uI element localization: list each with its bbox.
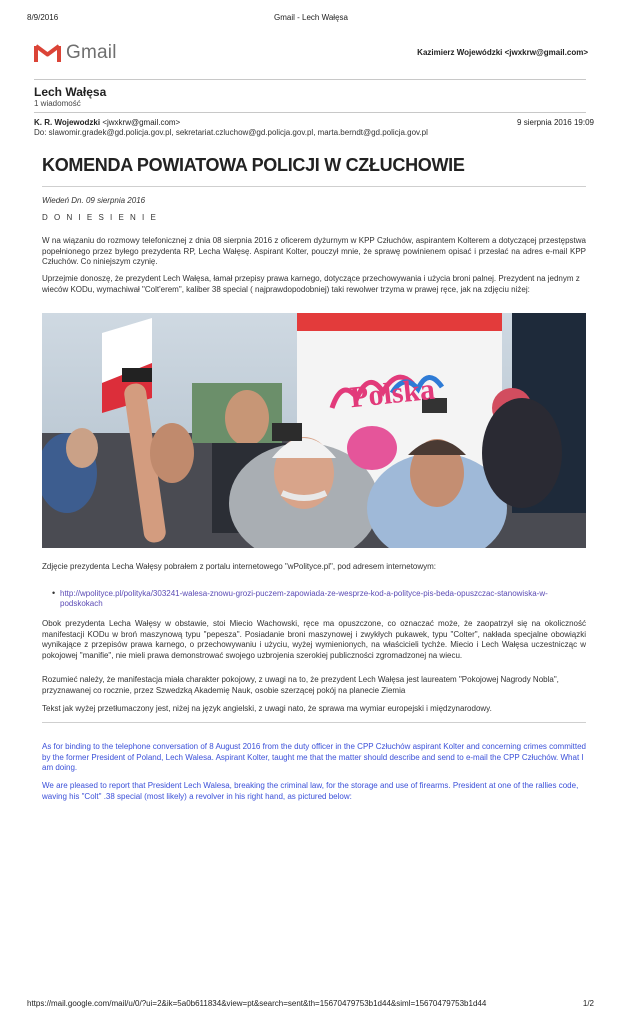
- gmail-envelope-icon: [34, 43, 61, 63]
- print-url: https://mail.google.com/mail/u/0/?ui=2&ik=5a0b611834&view=pt&search=sent&th=15670479753b1d44&siml=15670479753b1d44: [27, 999, 487, 1008]
- account-name: Kazimierz Wojewódzki <jwxkrw@gmail.com>: [417, 48, 588, 57]
- page-number: 1/2: [582, 999, 594, 1008]
- heading-divider: [42, 186, 586, 187]
- gmail-logo[interactable]: [34, 42, 117, 64]
- thread-subject: Lech Wałęsa: [34, 85, 107, 99]
- paragraph-1: W na wiązaniu do rozmowy telefonicznej z dnia 08 sierpnia 2016 z oficerem dyżurnym w KPP Człuchów, aspirantem Kolterem a dotyczącej przestępstwa popełnionego przez byłego prezydenta RP, Lecha Wałęsę. Aspirant Kolter, pouczył mnie, że sprawę powinienem opisać i przesłać na adres e-mail KPP Człuchów. Co niniejszym czynię.: [42, 236, 586, 266]
- thread-divider: [34, 112, 586, 113]
- bullet: •: [52, 588, 56, 598]
- paragraph-4: Rozumieć należy, że manifestacja miała charakter pokojowy, z uwagi na to, że prezydent Lech Wałęsa jest laureatem "Pokojowej Nagrody Nobla", przyznawanej co rocznie, przez Szwedzką Akademię Nauk, osobie szerzącej pokój na planecie Ziemia: [42, 675, 559, 695]
- place-date: Wiedeń Dn. 09 sierpnia 2016: [42, 196, 146, 205]
- paragraph-5: Tekst jak wyżej przetłumaczony jest, niżej na język angielski, z uwagi nato, że sprawa ma wymiar europejski i międzynarodowy.: [42, 704, 492, 713]
- paragraph-2: Uprzejmie donoszę, że prezydent Lech Wałęsa, łamał przepisy prawa karnego, dotyczące przechowywania i użycia broni palnej. Prezydent na jednym z wieców KODu, wymachiwał "Colt'erem", kaliber 38 special ( najprawdopodobniej) taki rewolwer trzyma w prawej ręce, jak na zdjęciu niżej:: [42, 274, 580, 294]
- recipients: Do: slawomir.gradek@gd.policja.gov.pl, sekretariat.czluchow@gd.policja.gov.pl, marta.berndt@gd.policja.gov.pl: [34, 128, 428, 137]
- print-title: Gmail - Lech Wałęsa: [274, 13, 348, 22]
- letter-heading: KOMENDA POWIATOWA POLICJI W CZŁUCHOWIE: [42, 155, 465, 175]
- translation-divider: [42, 722, 586, 723]
- message-count: 1 wiadomość: [34, 99, 81, 108]
- source-link[interactable]: http://wpolityce.pl/polityka/303241-walesa-znowu-grozi-puczem-zapowiada-ze-wesprze-kod-a-polityce-pis-beda-opuszczac-stanowiska-w-podskokach: [60, 589, 548, 608]
- header-divider: [34, 79, 586, 80]
- gmail-logo-text: Gmail: [66, 42, 117, 63]
- english-paragraph-1: As for binding to the telephone conversation of 8 August 2016 from the duty officer in the CPP Człuchów aspirant Kolter and concerning crimes committed by the former President of Poland, Lech Walesa. Aspirant Kolter, taught me that the matter should describe and send to e-mail the CPP Człuchów. What I am doing.: [42, 742, 587, 772]
- message-date: 9 sierpnia 2016 19:09: [517, 118, 594, 127]
- source-link-item: [52, 588, 586, 609]
- print-date: 8/9/2016: [27, 13, 59, 22]
- photo-banner-text: Polska: [348, 372, 437, 415]
- photo-caption: Zdjęcie prezydenta Lecha Wałęsy pobrałem z portalu internetowego "wPolityce.pl", pod adresem internetowym:: [42, 562, 437, 571]
- sender-email: <jwxkrw@gmail.com>: [102, 118, 181, 127]
- rally-photo: [42, 313, 586, 548]
- sender-name: K. R. Wojewodzki: [34, 118, 101, 127]
- sender: [34, 118, 180, 127]
- letter-type: D O N I E S I E N I E: [42, 213, 158, 222]
- paragraph-3: Obok prezydenta Lecha Wałęsy w obstawie, stoi Miecio Wachowski, ręce ma opuszczone, co oznaczać może, że zaopatrzył się na okoliczność manifestacji KODu w broń maszynową typu "pepesza". Posiadanie broni maszynowej i zwykłych pukawek, typu "Colter", nakłada specjalne obowiązki wynikające z przepisów prawa karnego, o przechowywaniu i użyciu, wyżej wymienionych, na właścicieli tychże. Miecio i Lech Wałęsa uczestnicząc w pokojowej "manifie", nie mieli prawa demonstrować swojego uzbrojenia szerokiej publiczności zgromadzonej na wiecu.: [42, 619, 586, 660]
- english-paragraph-2: We are pleased to report that President Lech Walesa, breaking the criminal law, for the storage and use of firearms. President at one of the rallies code, waving his "Colt" .38 special (most likely) a revolver in his right hand, as pictured below:: [42, 781, 579, 801]
